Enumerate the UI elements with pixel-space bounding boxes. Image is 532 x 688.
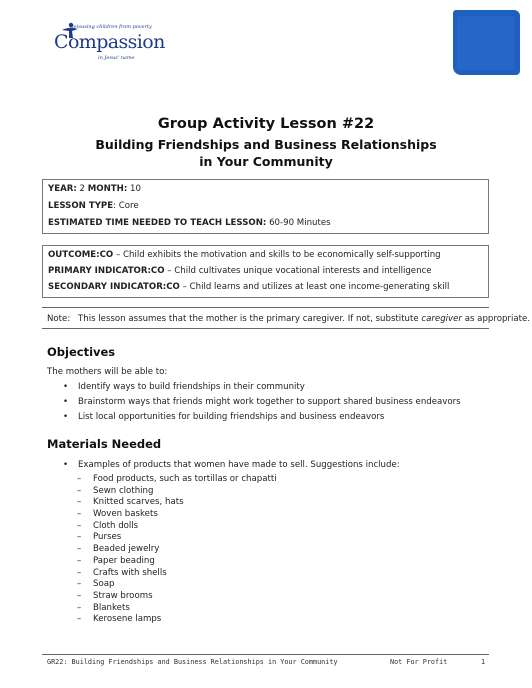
secondary-indicator-row: SECONDARY INDICATOR:CO – Child learns and utilizes at least one income-generating skill (48, 282, 450, 292)
list-item: – Straw brooms (63, 591, 277, 603)
objectives-list (47, 380, 461, 425)
list-item: • Examples of products that women have made to sell. Suggestions include: (47, 458, 400, 473)
outcome-row: OUTCOME:CO – Child exhibits the motivation and skills to be economically self-supporting (48, 250, 441, 260)
note: Note: This lesson assumes that the mother is the primary caregiver. If not, substitute caregiver as appropriate. (47, 314, 530, 324)
list-item: – Soap (63, 579, 277, 591)
footer-divider (42, 654, 489, 655)
note-divider-top (42, 307, 489, 308)
list-item: – Food products, such as tortillas or chapatti (63, 474, 277, 486)
estimated-time-row: ESTIMATED TIME NEEDED TO TEACH LESSON: 60-90 Minutes (48, 218, 331, 228)
list-item: – Sewn clothing (63, 486, 277, 498)
page-subtitle-line1: Building Friendships and Business Relationships (95, 137, 437, 152)
list-item: – Woven baskets (63, 509, 277, 521)
list-item: – Purses (63, 532, 277, 544)
note-label: Note: (47, 314, 71, 324)
primary-indicator-row: PRIMARY INDICATOR:CO – Child cultivates unique vocational interests and intelligence (48, 266, 432, 276)
list-item: • List local opportunities for building friendships and business endeavors (47, 410, 461, 425)
list-item: • Brainstorm ways that friends might work together to support shared business endeavors (47, 395, 461, 410)
materials-list (47, 458, 400, 473)
footer-page-number: 1 (481, 658, 486, 666)
page-subtitle-line2: in Your Community (199, 154, 333, 169)
note-divider-bottom (42, 328, 489, 329)
materials-heading: Materials Needed (47, 437, 162, 451)
objectives-intro: The mothers will be able to: (47, 367, 168, 377)
list-item: – Paper beading (63, 556, 277, 568)
lesson-info-box (42, 179, 489, 234)
indicators-box (42, 245, 489, 298)
logo-subline: in Jesus' name (98, 55, 135, 61)
list-item: • Identify ways to build friendships in their community (47, 380, 461, 395)
lesson-type-row: LESSON TYPE: Core (48, 201, 139, 211)
compassion-logo (52, 22, 164, 66)
footer-status: Not For Profit (390, 658, 448, 666)
list-item: – Cloth dolls (63, 521, 277, 533)
page-title: Group Activity Lesson #22 (157, 116, 375, 132)
suggestions-list (63, 474, 277, 626)
logo-tagline: Releasing children from poverty (70, 24, 152, 30)
logo-wordmark: Compassion (54, 31, 165, 53)
blue-accent-block (453, 10, 520, 75)
objectives-heading: Objectives (47, 345, 116, 359)
list-item: – Knitted scarves, hats (63, 497, 277, 509)
list-item: – Beaded jewelry (63, 544, 277, 556)
footer-document-title: GR22: Building Friendships and Business Relationships in Your Community (47, 658, 338, 666)
list-item: – Crafts with shells (63, 568, 277, 580)
list-item: – Blankets (63, 603, 277, 615)
year-month-row: YEAR: 2 MONTH: 10 (48, 184, 141, 194)
list-item: – Kerosene lamps (63, 614, 277, 626)
